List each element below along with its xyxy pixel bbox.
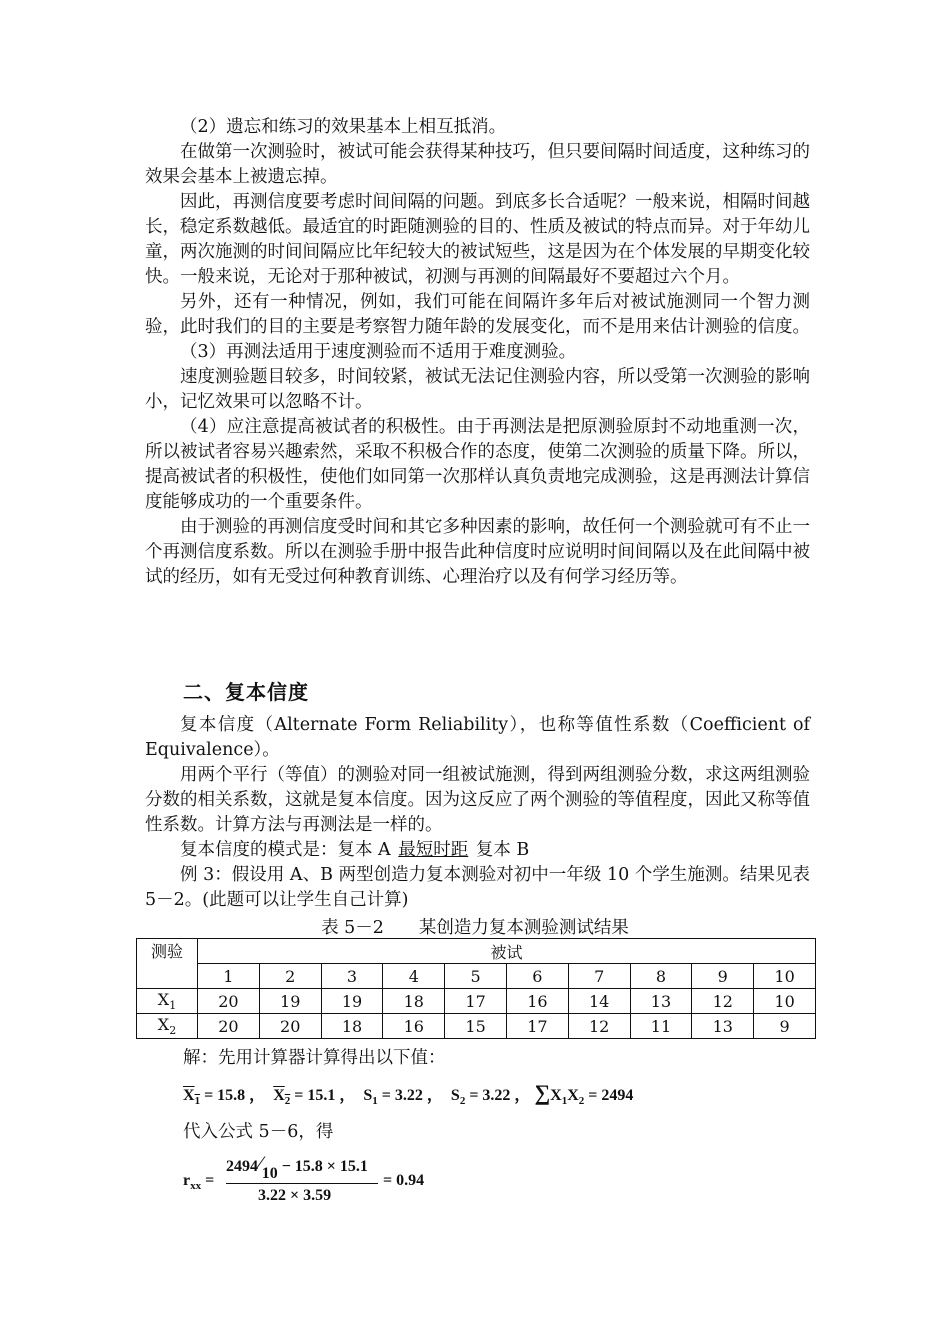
subject-header: 8 [630, 964, 692, 989]
row-label: $X_2$ [137, 1014, 198, 1039]
table-cell: 13 [692, 1014, 754, 1039]
table-cell: 10 [754, 989, 816, 1014]
s1-value: = 3.22 ， [381, 1087, 443, 1104]
table-row [137, 1014, 816, 1039]
table-cell: 18 [383, 989, 445, 1014]
paragraph: （3）再测法适用于速度测验而不适用于难度测验。 [180, 342, 577, 362]
subject-header: 5 [445, 964, 507, 989]
row-label: $X_1$ [137, 989, 198, 1014]
table-cell: 20 [259, 1014, 321, 1039]
table-cell: 15 [445, 1014, 507, 1039]
solution-intro: 解：先用计算器计算得出以下值： [183, 1048, 446, 1068]
table-cell: 16 [383, 1014, 445, 1039]
table-cell: 9 [754, 1014, 816, 1039]
table-row [137, 989, 816, 1014]
s2-value: = 3.22 ， [469, 1087, 531, 1104]
table-cell: 18 [321, 1014, 383, 1039]
body-text-mid [145, 713, 810, 913]
paragraph: 用两个平行（等值）的测验对同一组被试施测，得到两组测验分数，求这两组测验分数的相关系数，这就是复本信度。因为这反应了两个测验的等值程度，因此又称等值性系数。计算方法与再测法是一样的。 [145, 765, 810, 835]
paragraph: 因此，再测信度要考虑时间间隔的问题。到底多长合适呢？一般来说，相隔时间越长，稳定系数越低。最适宜的时距随测验的目的、性质及被试的特点而异。对于年幼儿童，两次施测的时间间隔应比年纪较大的被试短些，这是因为在个体发展的早期变化较快。一般来说，无论对于那种被试，初测与再测的间隔最好不要超过六个月。 [145, 192, 810, 287]
fraction-bar [226, 1183, 378, 1184]
table-cell: 19 [259, 989, 321, 1014]
body-text-top [145, 115, 810, 590]
model-suffix: 复本 B [470, 840, 530, 860]
subject-header: 10 [754, 964, 816, 989]
paragraph: （4）应注意提高被试者的积极性。由于再测法是把原测验原封不动地重测一次，所以被试者容易兴趣索然，采取不积极合作的态度，使第二次测验的质量下降。所以，提高被试者的积极性，使他们如同第一次那样认真负责地完成测验，这是再测法计算信度能够成功的一个重要条件。 [145, 417, 810, 512]
subject-header: 6 [506, 964, 568, 989]
subject-header: 4 [383, 964, 445, 989]
formula-result: = 0.94 [383, 1172, 425, 1189]
section-title: 二、复本信度 [183, 680, 309, 704]
table-cell: 12 [568, 1014, 630, 1039]
substitute-line: 代入公式 5－6，得 [183, 1122, 334, 1142]
formula-numerator: 2494⁄10 − 15.8 × 15.1 [226, 1151, 368, 1182]
table-cell: 11 [630, 1014, 692, 1039]
table-cell: 17 [445, 989, 507, 1014]
formula-denominator: 3.22 × 3.59 [258, 1187, 332, 1204]
table-cell: 13 [630, 989, 692, 1014]
subject-header: 1 [198, 964, 260, 989]
model-middle: 最短时距 [398, 840, 469, 860]
subject-header: 7 [568, 964, 630, 989]
group-header: 被试 [198, 939, 816, 964]
subjects-row [137, 964, 816, 989]
subject-header: 9 [692, 964, 754, 989]
corner-header: 测验 [137, 939, 198, 989]
formula-lhs: $r_{xx}$ = [183, 1172, 215, 1193]
table-caption: 表 5－2 某创造力复本测验测试结果 [321, 918, 629, 938]
paragraph: 在做第一次测验时，被试可能会获得某种技巧，但只要间隔时间适度，这种练习的效果会基本上被遗忘掉。 [145, 142, 810, 187]
model-prefix: 复本信度的模式是：复本 A [180, 840, 397, 860]
paragraph: 速度测验题目较多，时间较紧，被试无法记住测验内容，所以受第一次测验的影响小，记忆效果可以忽略不计。 [145, 367, 810, 412]
table-cell: 19 [321, 989, 383, 1014]
table-cell: 17 [506, 1014, 568, 1039]
stats-line: $X_1 = 15.8$ ， $X_2 = 15.1$ ， $S_1 = 3.22$ ， $S_2 = 3.22$ ， $\sum X_1X_2 = 2494$ [183, 1080, 634, 1108]
paragraph: 另外，还有一种情况，例如，我们可能在间隔许多年后对被试施测同一个智力测验，此时我们的目的主要是考察智力随年龄的发展变化，而不是用来估计测验的信度。 [145, 292, 810, 337]
mean2-value: = 15.1 ， [294, 1087, 356, 1104]
subject-header: 2 [259, 964, 321, 989]
table-cell: 20 [198, 989, 260, 1014]
results-table [136, 938, 816, 1039]
paragraph: （2）遗忘和练习的效果基本上相互抵消。 [180, 117, 507, 137]
sum-value: = 2494 [588, 1087, 634, 1104]
table-cell: 16 [506, 989, 568, 1014]
table-cell: 12 [692, 989, 754, 1014]
paragraph: 由于测验的再测信度受时间和其它多种因素的影响，故任何一个测验就可有不止一个再测信度系数。所以在测验手册中报告此种信度时应说明时间间隔以及在此间隔中被试的经历，如有无受过何种教育训练、心理治疗以及有何学习经历等。 [145, 517, 810, 587]
example-paragraph: 例 3：假设用 A、B 两型创造力复本测验对初中一年级 10 个学生施测。结果见表 5－2。(此题可以让学生自己计算) [145, 865, 810, 910]
table-cell: 14 [568, 989, 630, 1014]
model-line [145, 838, 810, 863]
table-cell: 20 [198, 1014, 260, 1039]
mean1-value: = 15.8 ， [204, 1087, 266, 1104]
paragraph: 复本信度（Alternate Form Reliability），也称等值性系数（Coefficient of Equivalence）。 [145, 715, 810, 760]
subject-header: 3 [321, 964, 383, 989]
